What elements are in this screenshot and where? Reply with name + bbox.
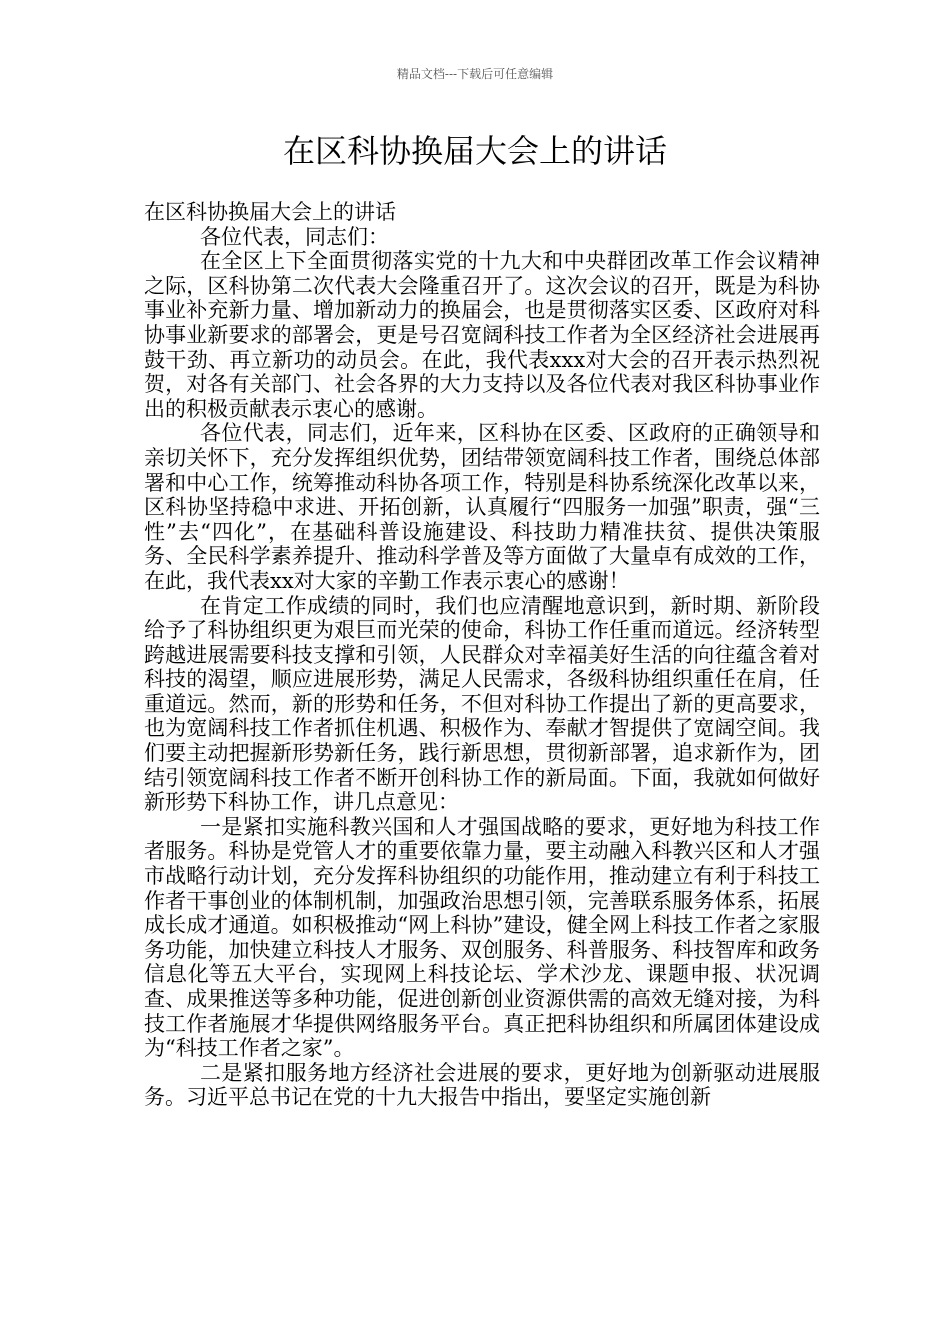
paragraph: 各位代表，同志们，近年来，区科协在区委、区政府的正确领导和亲切关怀下，充分发挥组织优势，团结带领宽阔科技工作者，围绕总体部署和中心工作，统筹推动科协各项工作，特别是科协系统深化改革以来，区科协坚持稳中求进、开拓创新，认真履行“四服务一加强”职责，强“三性”去“四化”，在基础科普设施建设、科技助力精准扶贫、提供决策服务、全民科学素养提升、推动科学普及等方面做了大量卓有成效的工作，在此，我代表xx对大家的辛勤工作表示衷心的感谢！ (144, 421, 820, 593)
paragraph: 在肯定工作成绩的同时，我们也应清醒地意识到，新时期、新阶段给予了科协组织更为艰巨而光荣的使命，科协工作任重而道远。经济转型跨越进展需要科技支撑和引领，人民群众对幸福美好生活的向往蕴含着对科技的渴望，顺应进展形势，满足人民需求，各级科协组织重任在肩，任重道远。然而，新的形势和任务，不但对科协工作提出了新的更高要求，也为宽阔科技工作者抓住机遇、积极作为、奉献才智提供了宽阔空间。我们要主动把握新形势新任务，践行新思想，贯彻新部署，追求新作为，团结引领宽阔科技工作者不断开创科协工作的新局面。下面，我就如何做好新形势下科协工作，讲几点意见： (144, 593, 820, 815)
speech-subtitle: 在区科协换届大会上的讲话 (144, 200, 396, 224)
paragraph: 二是紧扣服务地方经济社会进展的要求，更好地为创新驱动进展服务。习近平总书记在党的十九大报告中指出，要坚定实施创新 (144, 1060, 820, 1110)
document-body (144, 200, 820, 1110)
paragraph: 在全区上下全面贯彻落实党的十九大和中央群团改革工作会议精神之际，区科协第二次代表大会隆重召开了。这次会议的召开，既是为科协事业补充新力量、增加新动力的换届会，也是贯彻落实区委、区政府对科协事业新要求的部署会，更是号召宽阔科技工作者为全区经济社会进展再鼓干劲、再立新功的动员会。在此，我代表xxx对大会的召开表示热烈祝贺，对各有关部门、社会各界的大力支持以及各位代表对我区科协事业作出的积极贡献表示衷心的感谢。 (144, 249, 820, 421)
salutation: 各位代表，同志们： (200, 224, 389, 249)
paragraph: 一是紧扣实施科教兴国和人才强国战略的要求，更好地为科技工作者服务。科协是党管人才的重要依靠力量，要主动融入科教兴区和人才强市战略行动计划，充分发挥科协组织的功能作用，推动建立有利于科技工作者干事创业的体制机制，加强政治思想引领，完善联系服务体系，拓展成长成才通道。如积极推动“网上科协”建设，健全网上科技工作者之家服务功能，加快建立科技人才服务、双创服务、科普服务、科技智库和政务信息化等五大平台，实现网上科技论坛、学术沙龙、课题申报、状况调查、成果推送等多种功能，促进创新创业资源供需的高效无缝对接，为科技工作者施展才华提供网络服务平台。真正把科协组织和所属团体建设成为“科技工作者之家”。 (144, 814, 820, 1061)
header-note: 精品文档---下载后可任意编辑 (396, 67, 554, 81)
document-title: 在区科协换届大会上的讲话 (282, 132, 667, 170)
